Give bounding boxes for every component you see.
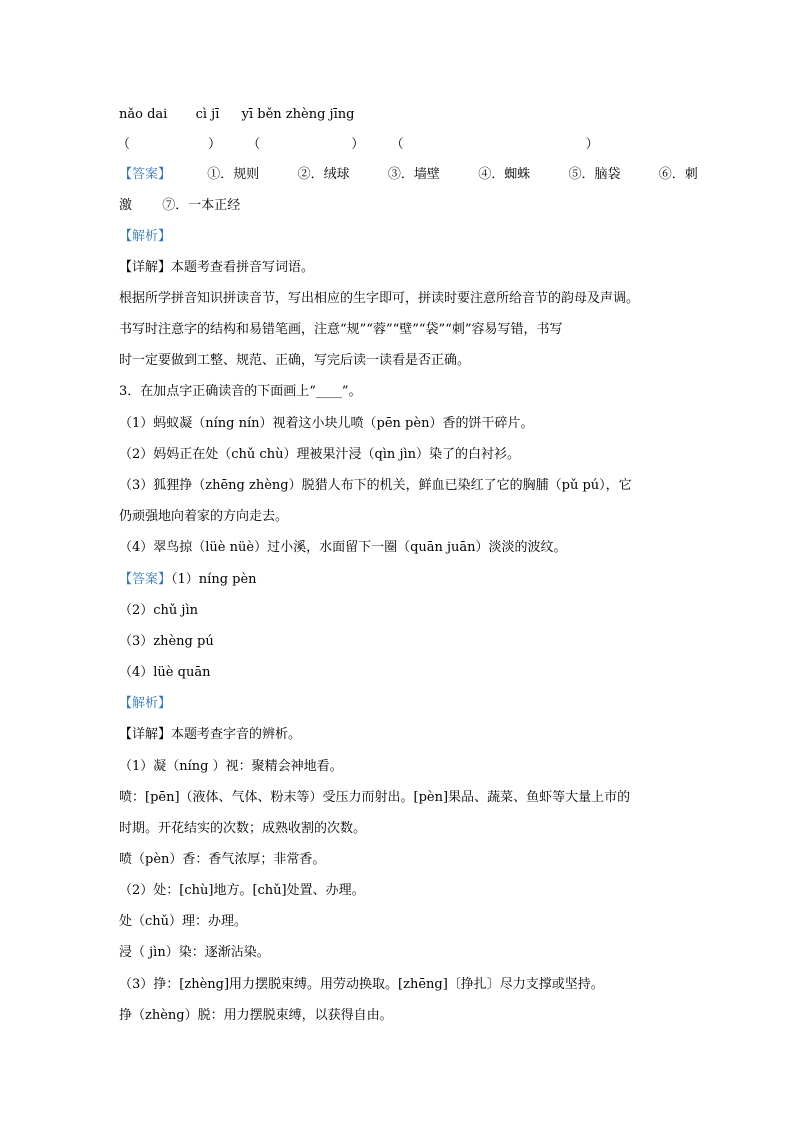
answer-3: （3）zhèng pú xyxy=(119,634,214,649)
question-3-title: 3．在加点字正确读音的下面画上“____”。 xyxy=(119,384,362,399)
q3-sentence-1: （1）蚂蚁凝（níng nín）视着这小块儿喷（pēn pèn）香的饼干碎片。 xyxy=(119,416,534,431)
answer-4: （4）lüè quān xyxy=(119,665,211,680)
explanation: 处（chǔ）理：办理。 xyxy=(119,914,248,929)
explanation: （2）处：[chù]地方。[chǔ]处置、办理。 xyxy=(119,883,365,898)
pinyin-a: nǎo dai xyxy=(119,107,168,122)
blank-row xyxy=(117,137,599,153)
answer-item: ⑦．一本正经 xyxy=(162,198,241,213)
analysis-label: 【解析】 xyxy=(119,696,172,711)
explanation: 挣（zhèng）脱：用力摆脱束缚，以获得自由。 xyxy=(119,1008,393,1023)
answer-item: ④．蜘蛛 xyxy=(478,167,531,182)
answer-label: 【答案】 xyxy=(119,572,172,587)
q3-answer-row xyxy=(119,572,257,588)
detail-line: 【详解】本题考查字音的辨析。 xyxy=(119,727,302,742)
answer-label: 【答案】 xyxy=(119,167,172,182)
explanation: 喷（pèn）香：香气浓厚；非常香。 xyxy=(119,852,326,867)
answer-1: （1）níng pèn xyxy=(171,572,257,587)
paragraph: 时一定要做到工整、规范、正确，写完后读一读看是否正确。 xyxy=(119,353,471,368)
answer-item: ③．墙壁 xyxy=(387,167,440,182)
analysis-label: 【解析】 xyxy=(119,229,172,244)
q2-answer-row xyxy=(119,167,698,183)
explanation: 时期。开花结实的次数；成熟收割的次数。 xyxy=(119,821,367,836)
q3-sentence-2: （2）妈妈正在处（chǔ chù）理被果汁浸（qìn jìn）染了的白衬衫。 xyxy=(119,447,521,462)
blank-c: （ ） xyxy=(390,137,599,152)
q3-sentence-3-cont: 仍顽强地向着家的方向走去。 xyxy=(119,509,289,524)
q2-answer-row2 xyxy=(119,198,240,214)
pinyin-b: cì jī xyxy=(195,107,220,122)
explanation: （1）凝（níng ）视：聚精会神地看。 xyxy=(119,759,343,774)
answer-item: ①．规则 xyxy=(207,167,260,182)
paragraph: 书写时注意字的结构和易错笔画，注意“规”“蓉”“壁”“袋”“刺”容易写错，书写 xyxy=(119,322,563,337)
q3-sentence-4: （4）翠鸟掠（lüè nüè）过小溪，水面留下一圈（quān juān）淡淡的波纹。 xyxy=(119,540,567,555)
paragraph: 根据所学拼音知识拼读音节，写出相应的生字即可，拼读时要注意所给音节的韵母及声调。 xyxy=(119,291,640,306)
explanation: 浸（ jìn）染：逐渐沾染。 xyxy=(119,945,270,960)
answer-2: （2）chǔ jìn xyxy=(119,603,198,618)
detail-line: 【详解】本题考查看拼音写词语。 xyxy=(119,260,315,275)
explanation: 喷：[pēn]（液体、气体、粉末等）受压力而射出。[pèn]果品、蔬菜、鱼虾等大量上市的 xyxy=(119,790,631,805)
blank-b: （ ） xyxy=(247,137,365,152)
answer-item: ⑥．刺 xyxy=(658,167,698,182)
answer-item: ⑤．脑袋 xyxy=(568,167,621,182)
pinyin-c: yī běn zhèng jīng xyxy=(241,107,355,122)
explanation: （3）挣：[zhèng]用力摆脱束缚。用劳动换取。[zhēng]〔挣扎〕尽力支撑或坚持。 xyxy=(119,977,604,992)
blank-a: （ ） xyxy=(117,137,222,152)
answer-item: 激 xyxy=(119,198,133,213)
q3-sentence-3: （3）狐狸挣（zhēng zhèng）脱猎人布下的机关，鲜血已染红了它的胸脯（pǔ pú），它 xyxy=(119,478,632,493)
pinyin-row xyxy=(119,107,354,123)
answer-item: ②．绒球 xyxy=(297,167,350,182)
